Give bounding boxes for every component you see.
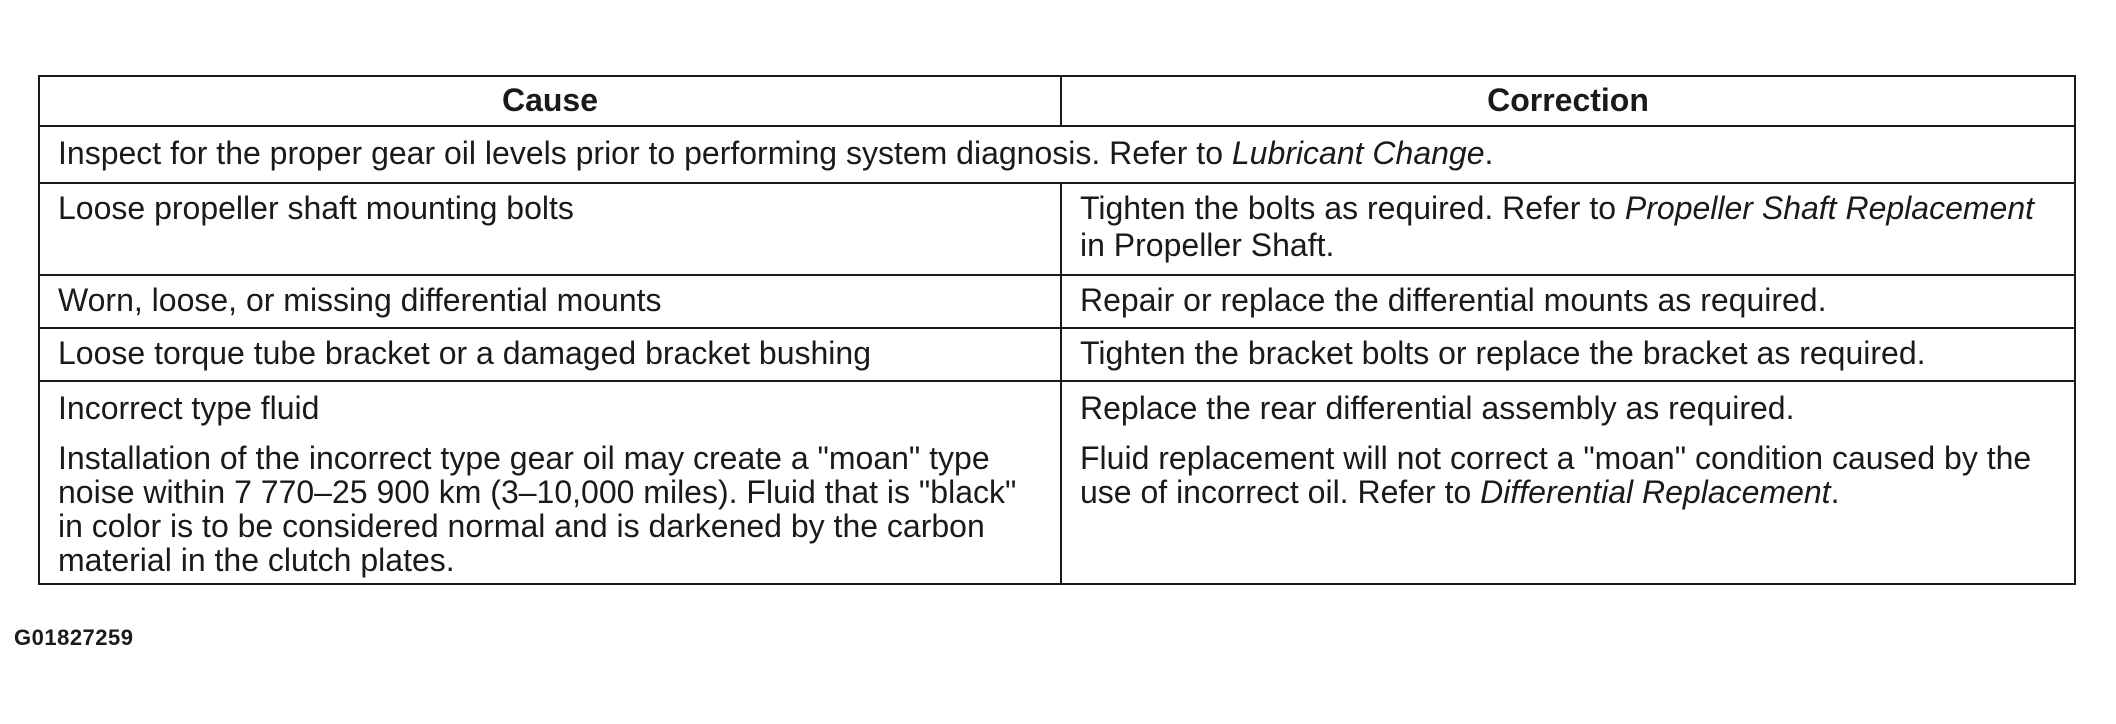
correction-cell: Tighten the bracket bolts or replace the bracket as required. [1061,328,2075,381]
correction-detail-text: Fluid replacement will not correct a "moan" condition caused by the use of incorrect oil. Refer to [1080,440,2032,510]
table-row [39,381,2075,584]
note-end: . [1484,135,1494,171]
cause-cell: Loose torque tube bracket or a damaged bracket bushing [39,328,1061,381]
diagnosis-table [38,75,2076,585]
cause-title: Incorrect type fluid [58,390,320,426]
differential-replacement-reference: Differential Replacement [1480,474,1831,510]
correction-cell [1061,183,2075,275]
cause-cell [39,381,1061,584]
figure-id: G01827259 [14,625,134,650]
note-cell [39,126,2075,183]
note-row [39,126,2075,183]
correction-detail [1062,441,2074,515]
cause-cell: Loose propeller shaft mounting bolts [39,183,1061,275]
cause-detail: Installation of the incorrect type gear oil may create a "moan" type noise within 7 770–25 900 km (3–10,000 miles). Fluid that is "black" in color is to be considered normal and is darkened by the carbon material in the clutch plates. [58,440,1017,578]
correction-header: Correction [1061,76,2075,126]
correction-detail-end: . [1830,474,1840,510]
correction-text: Tighten the bolts as required. Refer to [1080,190,1625,226]
correction-cell: Repair or replace the differential mounts as required. [1061,275,2075,328]
correction-title: Replace the rear differential assembly as required. [1080,390,1795,426]
cause-cell: Worn, loose, or missing differential mounts [39,275,1061,328]
note-text: Inspect for the proper gear oil levels prior to performing system diagnosis. Refer to [58,135,1232,171]
correction-end: in Propeller Shaft. [1080,227,1335,263]
cause-header: Cause [39,76,1061,126]
propeller-shaft-replacement-reference: Propeller Shaft Replacement [1624,190,2034,226]
correction-cell [1061,381,2075,584]
table-row [39,183,2075,275]
table-row [39,275,2075,328]
table-row [39,328,2075,381]
table-header-row [39,76,2075,126]
lubricant-change-reference: Lubricant Change [1231,135,1485,171]
